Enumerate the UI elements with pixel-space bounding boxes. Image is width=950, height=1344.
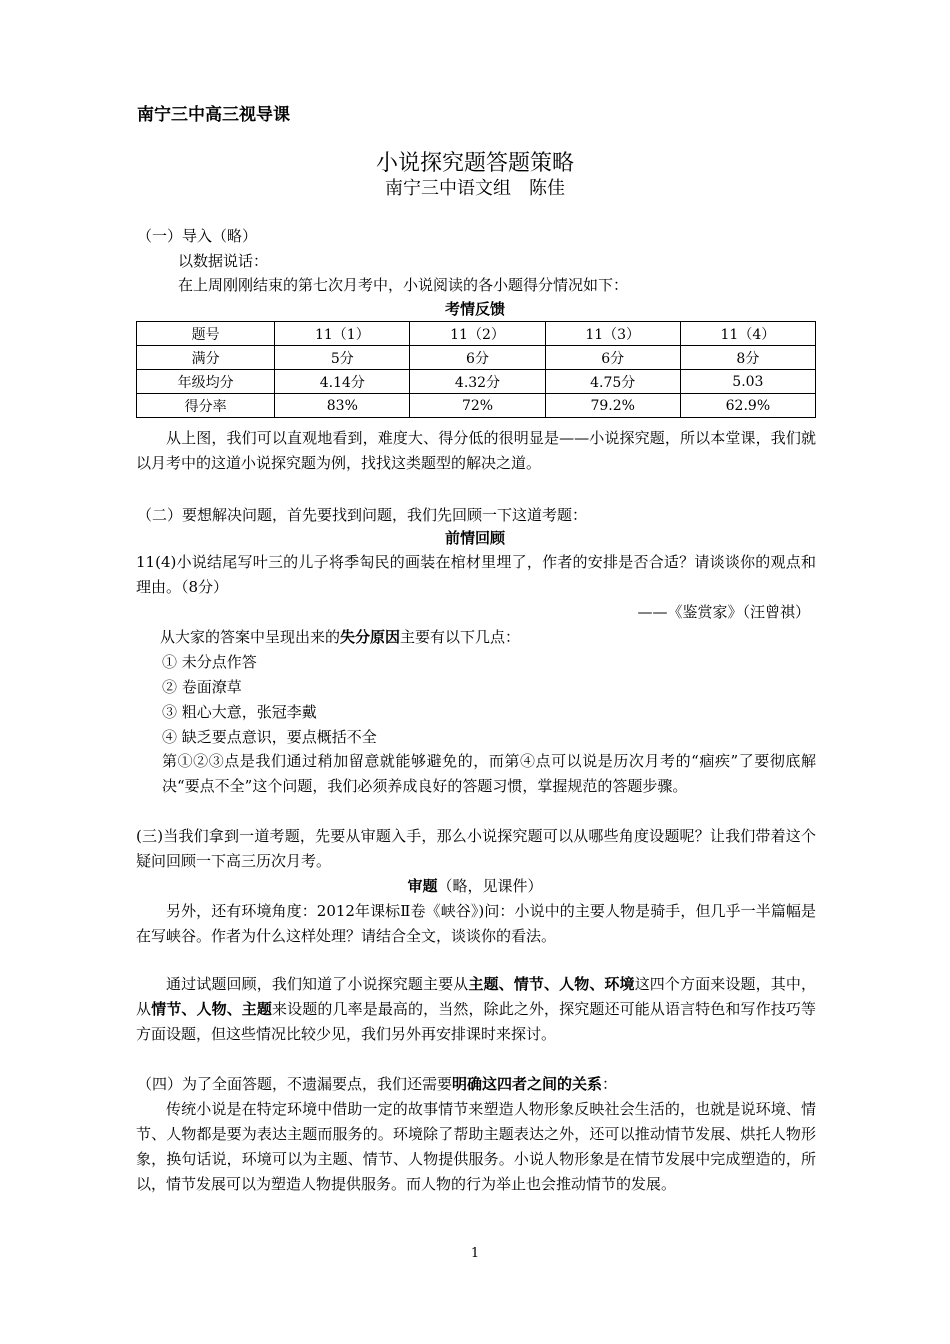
table-cell: 72%: [410, 394, 545, 418]
section-3-subheading: [0, 874, 950, 898]
table-cell: 62.9%: [680, 394, 815, 418]
cause-item: ③ 粗心大意，张冠李戴: [162, 703, 317, 721]
question-source: ——《鉴赏家》（汪曾祺）: [637, 603, 810, 621]
section-1-summary: 从上图，我们可以直观地看到，难度大、得分低的很明显是——小说探究题，所以本堂课，我们就以月考中的这道小说探究题为例，找找这类题型的解决之道。: [136, 429, 816, 472]
section-4-heading-pre: （四）为了全面答题，不遗漏要点，我们还需要: [137, 1075, 453, 1093]
summary-text: 来设题的几率是最高的，当然，除此之外，探究题还可能从语言特色和写作技巧等方面设题，但这些情况比较少见，我们另外再安排课时来探讨。: [136, 1000, 816, 1043]
summary-text: 通过试题回顾，我们知道了小说探究题主要从: [166, 975, 469, 993]
table-row: [137, 346, 816, 370]
summary-bold: 主题、情节、人物、环境: [468, 975, 635, 993]
table-cell: 4.14分: [275, 370, 410, 394]
table-cell: 11（4）: [680, 322, 815, 346]
score-table: [136, 321, 816, 418]
exam-question: 11(4)小说结尾写叶三的儿子将季匋民的画装在棺材里埋了，作者的安排是否合适？请谈谈你的观点和理由。（8分）: [136, 553, 816, 596]
section-3-heading: (三)当我们拿到一道考题，先要从审题入手，那么小说探究题可以从哪些角度设题呢？让我们带着这个疑问回顾一下高三历次月考。: [136, 827, 816, 870]
table-row: [137, 370, 816, 394]
table-cell: 11（3）: [545, 322, 680, 346]
cause-item: ④ 缺乏要点意识，要点概括不全: [162, 728, 377, 746]
table-cell: 4.75分: [545, 370, 680, 394]
section-1-line-2: 在上周刚刚结束的第七次月考中，小说阅读的各小题得分情况如下：: [178, 276, 629, 294]
document-title: 小说探究题答题策略: [375, 151, 574, 176]
school-heading: 南宁三中高三视导课: [137, 105, 290, 125]
table-cell: 6分: [410, 346, 545, 370]
section-2-subheading: 前情回顾: [444, 529, 505, 547]
cause-item: ② 卷面潦草: [162, 678, 242, 696]
causes-intro-bold: 失分原因: [340, 628, 401, 646]
table-cell: 题号: [137, 322, 275, 346]
page-number: 1: [470, 1246, 480, 1261]
table-cell: 5.03: [680, 370, 815, 394]
section-1-line-1: 以数据说话：: [178, 252, 269, 270]
table-cell: 4.32分: [410, 370, 545, 394]
cause-item: ① 未分点作答: [162, 653, 257, 671]
causes-intro-pre: 从大家的答案中呈现出来的: [160, 628, 341, 646]
table-cell: 11（2）: [410, 322, 545, 346]
table-cell: 79.2%: [545, 394, 680, 418]
causes-intro: [160, 625, 520, 649]
section-4-body: 传统小说是在特定环境中借助一定的故事情节来塑造人物形象反映社会生活的，也就是说环境、情节、人物都是要为表达主题而服务的。环境除了帮助主题表达之外，还可以推动情节发展、烘托人物形象，换句话说，环境可以为主题、情节、人物提供服务。小说人物形象是在情节发展中完成塑造的，所以，情节发展可以为塑造人物提供服务。而人物的行为举止也会推动情节的发展。: [136, 1100, 816, 1193]
summary-text: 这四个方面来设题，其中，从: [136, 975, 816, 1018]
section-4-heading-post: ：: [602, 1075, 618, 1093]
section-4-heading: [137, 1072, 617, 1096]
section-3-summary: [136, 972, 816, 1047]
causes-conclusion: 第①②③点是我们通过稍加留意就能够避免的，而第④点可以说是历次月考的“痼疾”了要彻底解决“要点不全”这个问题，我们必须养成良好的答题习惯，掌握规范的答题步骤。: [162, 752, 816, 795]
table-cell: 83%: [275, 394, 410, 418]
environment-paragraph: 另外，还有环境角度：2012年课标Ⅱ卷《峡谷》)问：小说中的主要人物是骑手，但几乎一半篇幅是在写峡谷。作者为什么这样处理？请结合全文，谈谈你的看法。: [136, 902, 816, 945]
table-cell: 11（1）: [275, 322, 410, 346]
table-cell: 8分: [680, 346, 815, 370]
table-row: [137, 322, 816, 346]
section-3-subheading-bold: 审题: [407, 877, 438, 895]
section-1-heading: （一）导入（略）: [137, 227, 258, 245]
table-row: [137, 394, 816, 418]
section-3-subheading-rest: （略，见课件）: [437, 877, 543, 895]
table-title: 考情反馈: [444, 300, 505, 318]
table-cell: 得分率: [137, 394, 275, 418]
table-cell: 5分: [275, 346, 410, 370]
table-cell: 年级均分: [137, 370, 275, 394]
summary-bold: 情节、人物、主题: [151, 1000, 273, 1018]
causes-intro-post: 主要有以下几点：: [400, 628, 521, 646]
table-cell: 满分: [137, 346, 275, 370]
document-subtitle: 南宁三中语文组 陈佳: [385, 178, 565, 199]
section-2-heading: （二）要想解决问题，首先要找到问题，我们先回顾一下这道考题：: [137, 506, 588, 524]
table-cell: 6分: [545, 346, 680, 370]
section-4-heading-bold: 明确这四者之间的关系: [452, 1075, 603, 1093]
